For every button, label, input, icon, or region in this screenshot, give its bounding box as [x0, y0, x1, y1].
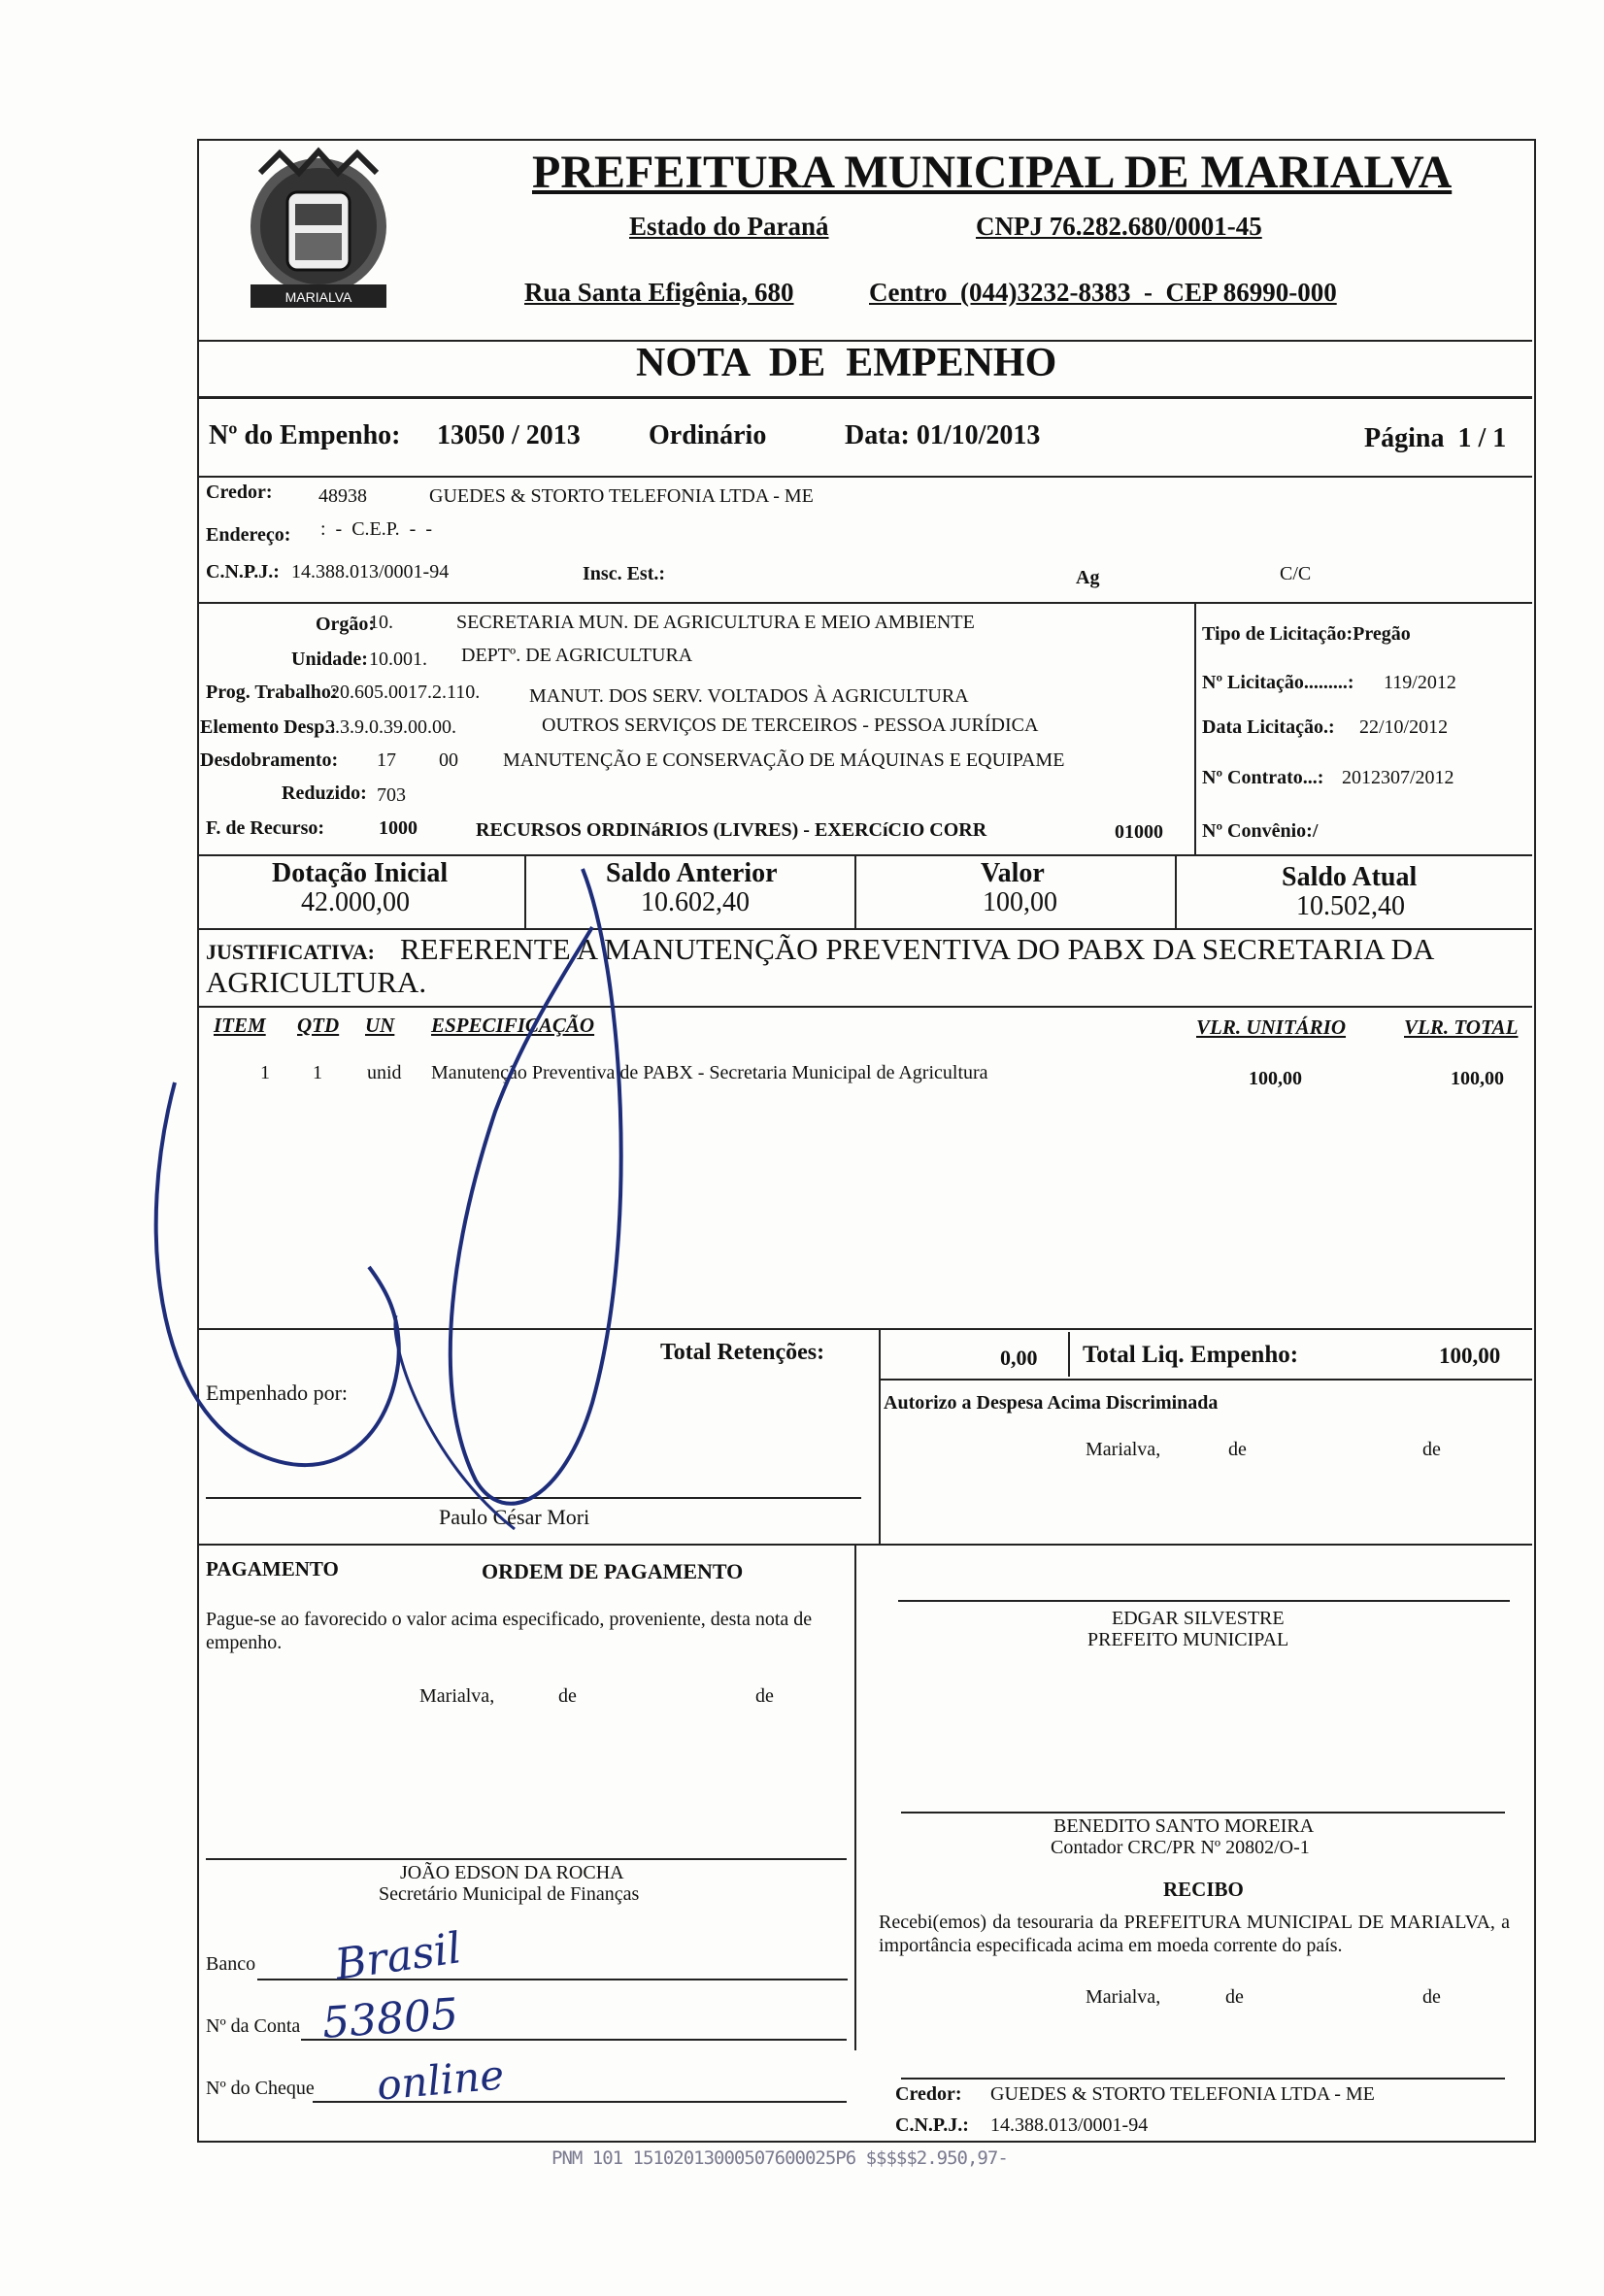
valor-value: 100,00 [983, 887, 1057, 917]
pagamento-de2: de [755, 1685, 774, 1707]
unidade-name: DEPTº. DE AGRICULTURA [461, 645, 693, 666]
total-liq-label: Total Liq. Empenho: [1083, 1342, 1299, 1368]
col-vlr-total: VLR. TOTAL [1404, 1015, 1519, 1039]
ordem-pagamento-label: ORDEM DE PAGAMENTO [482, 1559, 744, 1583]
pagamento-de1: de [558, 1685, 577, 1707]
cheque-label: Nº do Cheque [206, 2078, 315, 2099]
credor-code: 48938 [318, 485, 367, 507]
municipal-seal-icon [241, 144, 396, 338]
banco-handwriting: Brasil [332, 1923, 465, 1990]
cheque-handwriting: online [375, 2050, 506, 2110]
licitacao-data-label: Data Licitação.: [1202, 716, 1335, 738]
licitacao-numero: 119/2012 [1384, 672, 1456, 693]
contador-nome: BENEDITO SANTO MOREIRA [1053, 1815, 1315, 1837]
conta-handwriting: 53805 [320, 1989, 460, 2048]
empenhado-nome: Paulo César Mori [439, 1505, 590, 1529]
endereco-value: : - C.E.P. - - [320, 518, 432, 540]
licitacao-numero-label: Nº Licitação.........: [1202, 672, 1354, 693]
credor-label: Credor: [206, 482, 273, 503]
col-un: UN [365, 1014, 395, 1037]
recibo-local: Marialva, [1086, 1986, 1161, 2008]
secretario-cargo: Secretário Municipal de Finanças [379, 1883, 640, 1905]
orgao-label: Orgão: [316, 614, 376, 635]
contrato-value: 2012307/2012 [1342, 767, 1454, 788]
col-qtd: QTD [297, 1014, 340, 1037]
recibo-de1: de [1225, 1986, 1244, 2008]
pagamento-label: PAGAMENTO [206, 1557, 339, 1581]
prog-name: MANUT. DOS SERV. VOLTADOS À AGRICULTURA [529, 685, 969, 707]
header-state: Estado do Paraná [629, 212, 829, 241]
col-especificacao: ESPECIFICAÇÃO [431, 1014, 595, 1037]
col-vlr-unitario: VLR. UNITÁRIO [1196, 1015, 1347, 1039]
recibo-cnpj-value: 14.388.013/0001-94 [990, 2114, 1149, 2136]
orgao-code: 10. [369, 612, 393, 633]
elemento-name: OUTROS SERVIÇOS DE TERCEIROS - PESSOA JURÍDICA [542, 715, 1039, 736]
prefeito-nome: EDGAR SILVESTRE [1112, 1608, 1285, 1629]
reduzido-value: 703 [377, 784, 406, 806]
empenho-type: Ordinário [649, 420, 767, 450]
saldo-anterior-value: 10.602,40 [641, 887, 750, 917]
tipo-licitacao: Tipo de Licitação:Pregão [1202, 623, 1411, 645]
row-unit: 100,00 [1249, 1068, 1302, 1089]
svg-text:MARIALVA: MARIALVA [284, 289, 352, 305]
fonte-code: 1000 [379, 817, 418, 839]
empenho-date: Data: 01/10/2013 [845, 420, 1041, 450]
contrato-label: Nº Contrato...: [1202, 767, 1324, 788]
autorizo-text: Autorizo a Despesa Acima Discriminada [884, 1392, 1219, 1414]
recibo-credor-label: Credor: [895, 2083, 962, 2105]
conta-label: Nº da Conta [206, 2015, 301, 2037]
justificativa-label: JUSTIFICATIVA: [206, 940, 376, 964]
autorizo-de2: de [1422, 1439, 1441, 1460]
page-number: Página 1 / 1 [1364, 423, 1507, 453]
empenhado-label: Empenhado por: [206, 1381, 349, 1405]
col-item: ITEM [214, 1014, 266, 1037]
prefeito-cargo: PREFEITO MUNICIPAL [1087, 1629, 1289, 1650]
recibo-cnpj-label: C.N.P.J.: [895, 2114, 969, 2136]
banco-label: Banco [206, 1953, 256, 1975]
total-liq-value: 100,00 [1439, 1344, 1501, 1368]
credor-cnpj-label: C.N.P.J.: [206, 561, 280, 582]
pague-se-text: Pague-se ao favorecido o valor acima especificado, proveniente, desta nota de empenho. [206, 1609, 813, 1653]
desdobramento-code1: 17 [377, 749, 396, 771]
handwritten-signature-icon [136, 859, 641, 1539]
saldo-anterior-label: Saldo Anterior [606, 858, 778, 888]
convenio: Nº Convênio:/ [1202, 820, 1319, 842]
reduzido-label: Reduzido: [282, 782, 367, 804]
recibo-credor-name: GUEDES & STORTO TELEFONIA LTDA - ME [990, 2083, 1375, 2105]
dotacao-inicial-value: 42.000,00 [301, 887, 410, 917]
unidade-code: 10.001. [369, 649, 427, 670]
credor-name: GUEDES & STORTO TELEFONIA LTDA - ME [429, 485, 814, 507]
ag-label: Ag [1076, 567, 1100, 588]
saldo-atual-value: 10.502,40 [1296, 891, 1405, 921]
desdobramento-label: Desdobramento: [200, 749, 339, 771]
justificativa-text2: AGRICULTURA. [206, 965, 427, 999]
footer-code: PNM 101 15102013000507600025P6 $$$$$2.950,97- [551, 2147, 1008, 2169]
recibo-text: Recebi(emos) da tesouraria da PREFEITURA MUNICIPAL DE MARIALVA, a importância especificada acima em moeda corrente do país. [879, 1912, 1510, 1956]
empenho-label: Nº do Empenho: [209, 420, 401, 450]
autorizo-local: Marialva, [1086, 1439, 1161, 1460]
insc-est-label: Insc. Est.: [583, 563, 666, 584]
dotacao-inicial-label: Dotação Inicial [272, 858, 449, 888]
prog-label: Prog. Trabalho: [206, 682, 338, 703]
recibo-de2: de [1422, 1986, 1441, 2008]
row-desc: Manutenção Preventiva de PABX - Secretaria Municipal de Agricultura [431, 1062, 988, 1083]
header-cnpj: CNPJ 76.282.680/0001-45 [976, 212, 1262, 241]
secretario-nome: JOÃO EDSON DA ROCHA [400, 1862, 624, 1883]
elemento-code: 3.3.9.0.39.00.00. [325, 716, 456, 738]
credor-cnpj-value: 14.388.013/0001-94 [291, 561, 450, 582]
elemento-label: Elemento Desp.: [200, 716, 336, 738]
endereco-label: Endereço: [206, 524, 291, 546]
pagamento-local: Marialva, [419, 1685, 495, 1707]
desdobramento-code2: 00 [439, 749, 458, 771]
fonte-name: RECURSOS ORDINáRIOS (LIVRES) - EXERCíCIO CORR [476, 819, 987, 841]
fonte-label: F. de Recurso: [206, 817, 325, 839]
desdobramento-name: MANUTENÇÃO E CONSERVAÇÃO DE MÁQUINAS E EQUIPAME [503, 749, 1065, 771]
document-title: NOTA DE EMPENHO [636, 341, 1057, 385]
prog-code: 20.605.0017.2.110. [330, 682, 481, 703]
unidade-label: Unidade: [291, 649, 368, 670]
retencoes-label: Total Retenções: [660, 1340, 825, 1365]
row-total: 100,00 [1451, 1068, 1504, 1089]
cc-label: C/C [1280, 563, 1312, 584]
saldo-atual-label: Saldo Atual [1282, 862, 1418, 892]
empenho-number: 13050 / 2013 [437, 420, 581, 450]
header-address: Centro (044)3232-8383 - CEP 86990-000 [869, 278, 1337, 307]
recibo-label: RECIBO [1163, 1878, 1244, 1901]
retencoes-value: 0,00 [1000, 1346, 1038, 1370]
orgao-name: SECRETARIA MUN. DE AGRICULTURA E MEIO AMBIENTE [456, 612, 975, 633]
autorizo-de1: de [1228, 1439, 1247, 1460]
fonte-code2: 01000 [1115, 821, 1163, 843]
row-item: 1 [260, 1062, 270, 1083]
licitacao-data: 22/10/2012 [1359, 716, 1449, 738]
row-un: unid [367, 1062, 402, 1083]
row-qtd: 1 [313, 1062, 322, 1083]
justificativa-text1: REFERENTE A MANUTENÇÃO PREVENTIVA DO PABX DA SECRETARIA DA [400, 932, 1435, 966]
contador-cargo: Contador CRC/PR Nº 20802/O-1 [1051, 1837, 1310, 1858]
header-street: Rua Santa Efigênia, 680 [524, 278, 794, 307]
header-title: PREFEITURA MUNICIPAL DE MARIALVA [532, 147, 1453, 198]
valor-label: Valor [981, 858, 1045, 888]
